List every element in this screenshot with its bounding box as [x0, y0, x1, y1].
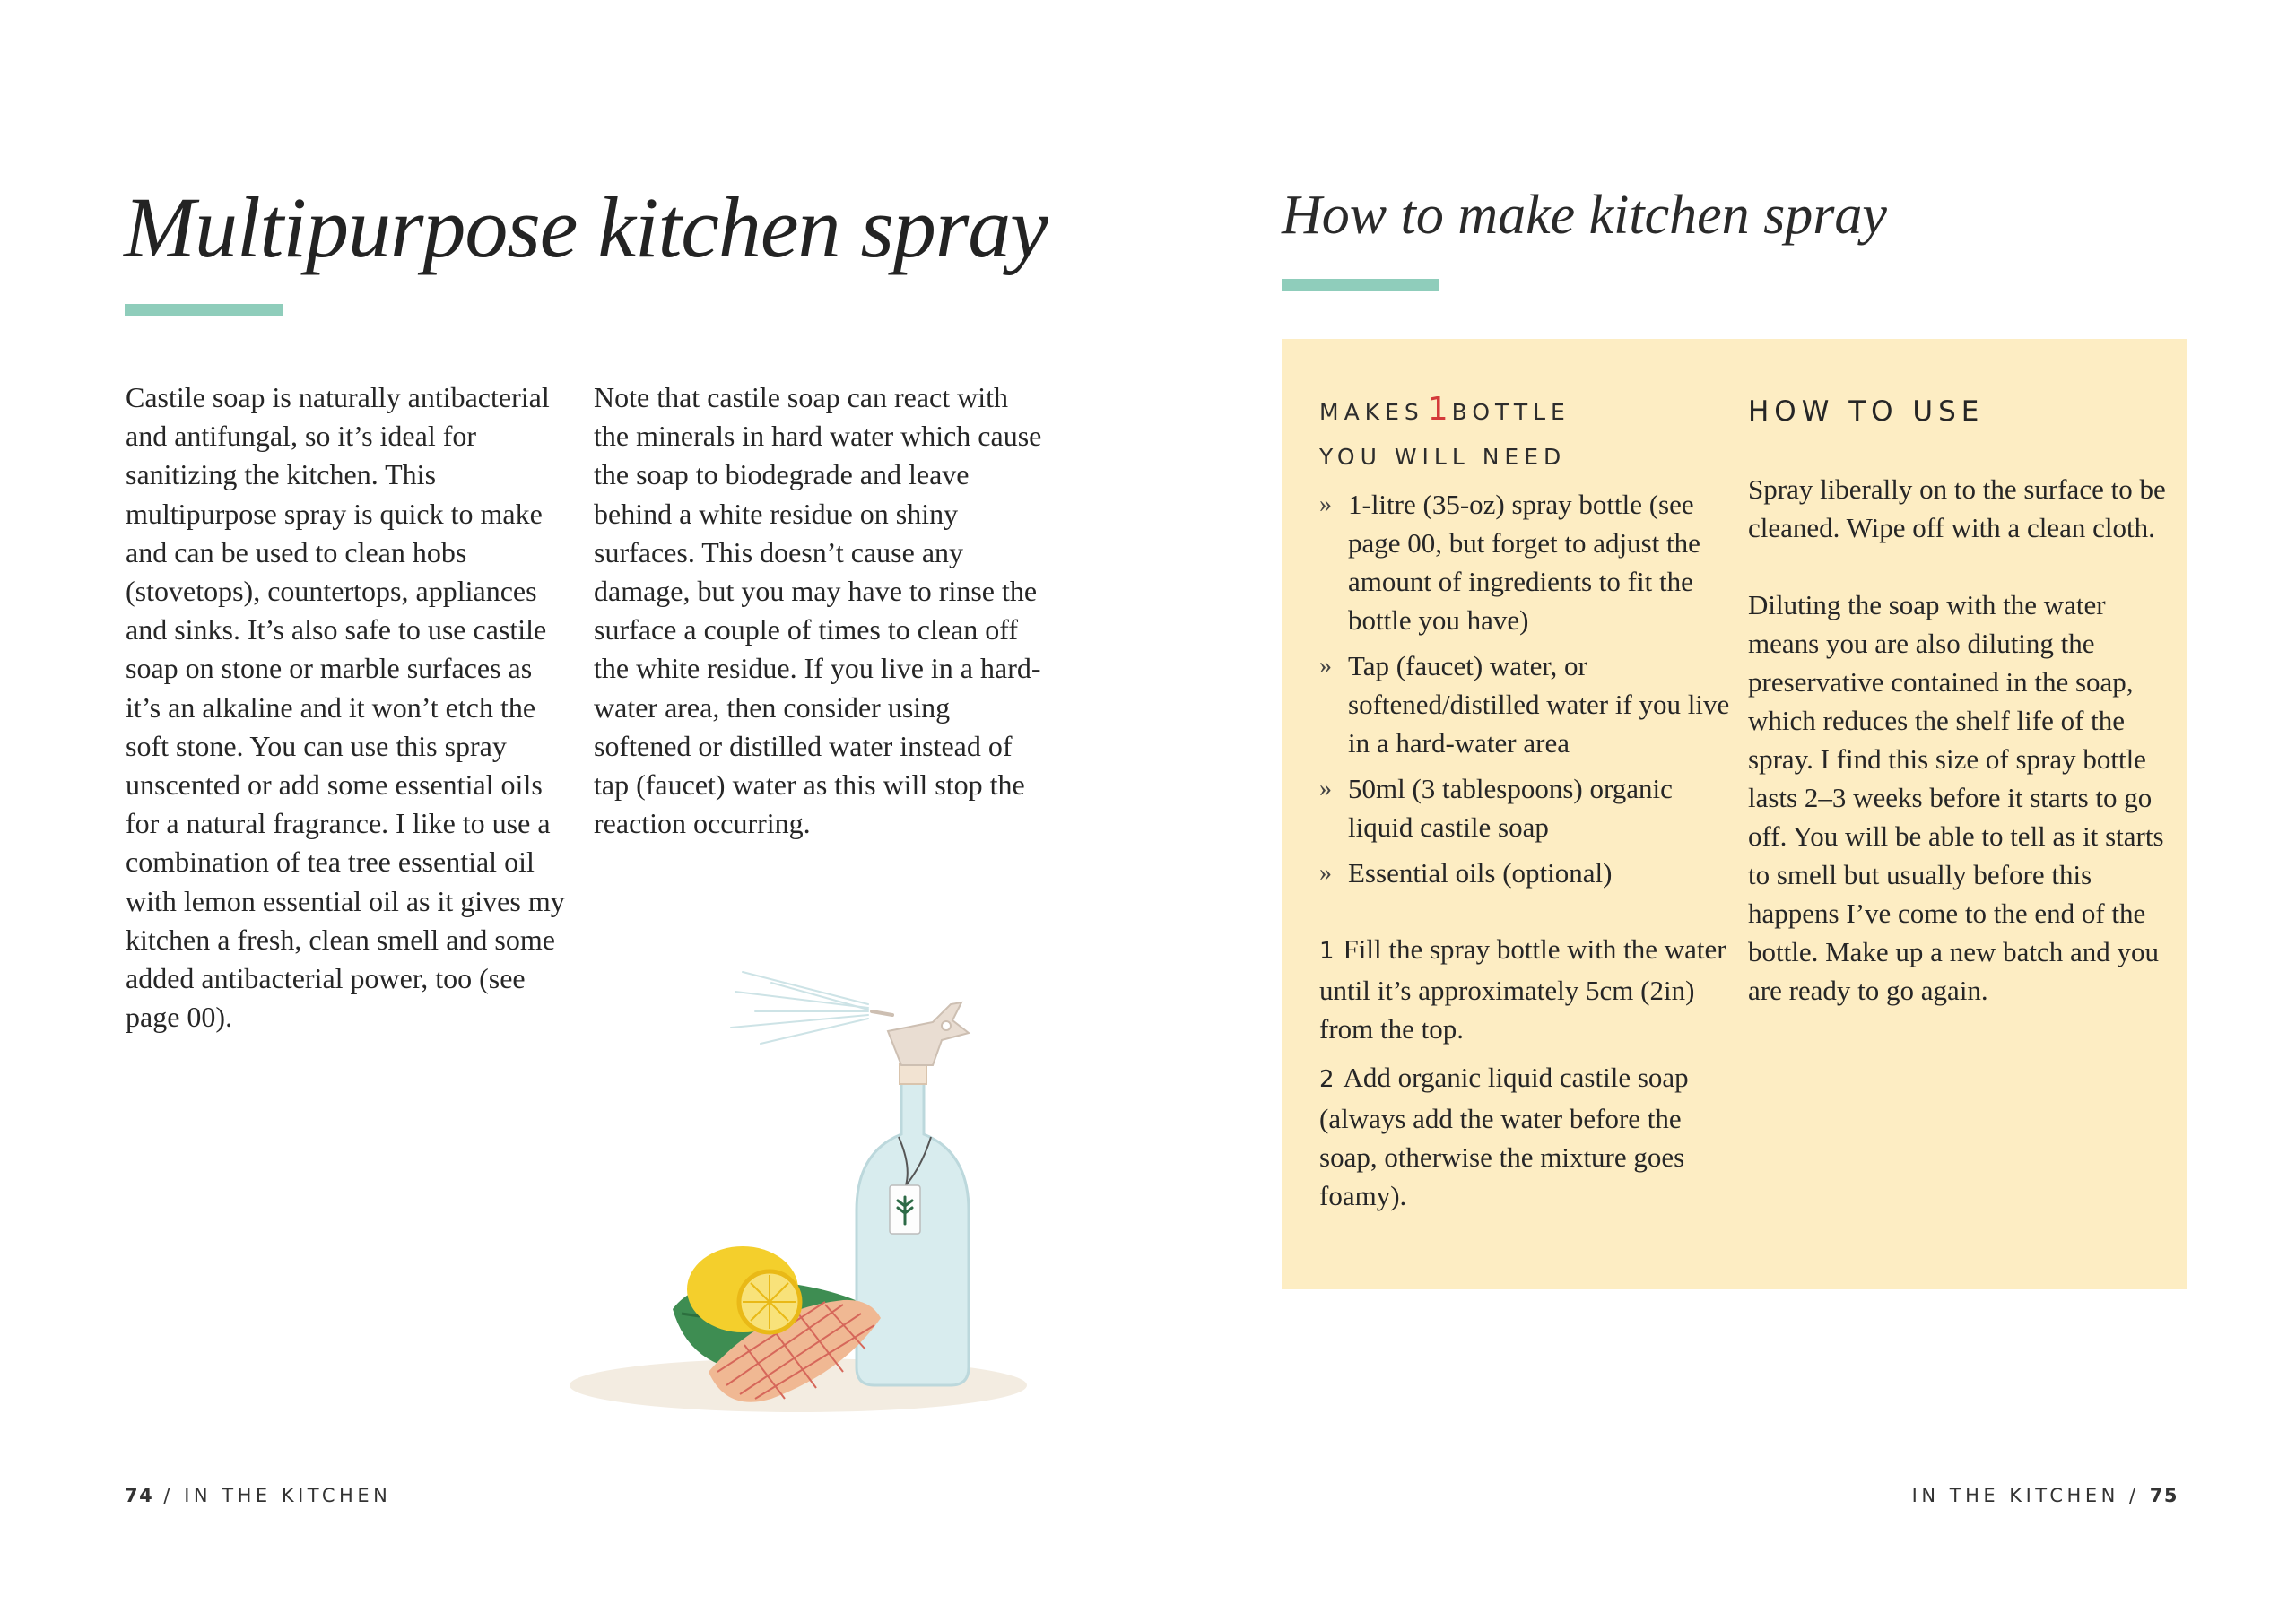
list-item — [1319, 854, 1732, 892]
step-item — [1319, 1058, 1732, 1215]
usage-paragraph: Spray liberally on to the surface to be cleaned. Wipe off with a clean cloth. — [1748, 473, 2166, 543]
step-item — [1319, 930, 1732, 1048]
bullet-glyph: » — [1319, 490, 1332, 518]
how-to-use-heading: HOW TO USE — [1748, 395, 1985, 428]
title-accent-rule — [125, 304, 283, 316]
intro-column-1: Castile soap is naturally antibacterial and antifungal, so it’s ideal for sanitizing the kitchen. This multipurpose spray is quick to make and can be used to clean hobs (stovetops), countertops, appliances and sinks. It’s also safe to use castile soap on stone or marble surfaces as it’s an alkaline and it won’t etch the soft stone. You can use this spray unscented or add some essential oils for a natural fragrance. I like to use a combination of tea tree essential oil with lemon essential oil as it gives my kitchen a fresh, clean smell and some added antibacterial power, too (see page 00). — [126, 381, 565, 1034]
folio-separator: / — [163, 1485, 174, 1506]
makes-heading — [1319, 387, 1732, 435]
folio-separator: / — [2129, 1485, 2140, 1506]
list-item — [1319, 485, 1732, 639]
lemon-icon — [687, 1246, 800, 1332]
page-title: Multipurpose kitchen spray — [124, 179, 1048, 275]
folio-right — [1912, 1485, 2179, 1506]
spray-bottle-illustration — [547, 950, 1049, 1462]
bullet-glyph: » — [1319, 775, 1332, 802]
bullet-glyph: » — [1319, 859, 1332, 887]
ingredient-text: Tap (faucet) water, or softened/distilled water if you live in a hard-water area — [1348, 650, 1730, 759]
list-item — [1319, 646, 1732, 762]
method-steps — [1319, 930, 1732, 1215]
you-will-need-heading: YOU WILL NEED — [1319, 444, 1567, 470]
how-to-use-column — [1748, 387, 2170, 1010]
step-number: 1 — [1319, 938, 1335, 965]
step-number: 2 — [1319, 1066, 1335, 1093]
step-text: Add organic liquid castile soap (always add the water before the soap, otherwise the mixture goes foamy). — [1319, 1062, 1689, 1211]
ingredients-list — [1319, 485, 1732, 892]
ingredient-text: Essential oils (optional) — [1348, 857, 1613, 889]
ingredient-text: 1-litre (35-oz) spray bottle (see page 00, but forget to adjust the amount of ingredients to fit the bottle you have) — [1348, 489, 1700, 636]
folio-left — [125, 1485, 391, 1506]
makes-prefix: MAKES — [1319, 399, 1424, 425]
list-item — [1319, 769, 1732, 846]
recipe-title: How to make kitchen spray — [1282, 185, 1887, 246]
step-text: Fill the spray bottle with the water until it’s approximately 5cm (2in) from the top. — [1319, 933, 1726, 1045]
recipe-ingredients-column — [1319, 387, 1732, 1225]
recipe-title-accent-rule — [1282, 279, 1439, 291]
recipe-box — [1282, 339, 2187, 1289]
ingredient-text: 50ml (3 tablespoons) organic liquid castile soap — [1348, 773, 1673, 843]
folio-section: IN THE KITCHEN — [184, 1485, 392, 1506]
makes-count: 1 — [1427, 391, 1448, 428]
spray-mist-icon — [731, 972, 868, 1044]
right-page — [1148, 0, 2296, 1622]
bullet-glyph: » — [1319, 652, 1332, 680]
page-number: 75 — [2149, 1485, 2179, 1506]
page-number: 74 — [125, 1485, 154, 1506]
folio-section: IN THE KITCHEN — [1911, 1485, 2119, 1506]
makes-unit: BOTTLE — [1451, 399, 1570, 425]
usage-paragraph: Diluting the soap with the water means you are also diluting the preservative contained in the soap, which reduces the shelf life of the spray. I find this size of spray bottle lasts 2–3 weeks before it starts to go off. You will be able to tell as it starts to smell but usually before this happens I’ve come to the end of the bottle. Make up a new batch and you are ready to go again. — [1748, 589, 2164, 1006]
intro-column-2: Note that castile soap can react with the minerals in hard water which cause the soap to biodegrade and leave behind a white residue on shiny surfaces. This doesn’t cause any damage, but you may have to rinse the surface a couple of times to clean off the white residue. If you live in a hard-water area, then consider using softened or distilled water instead of tap (faucet) water as this will stop the reaction occurring. — [594, 381, 1042, 840]
